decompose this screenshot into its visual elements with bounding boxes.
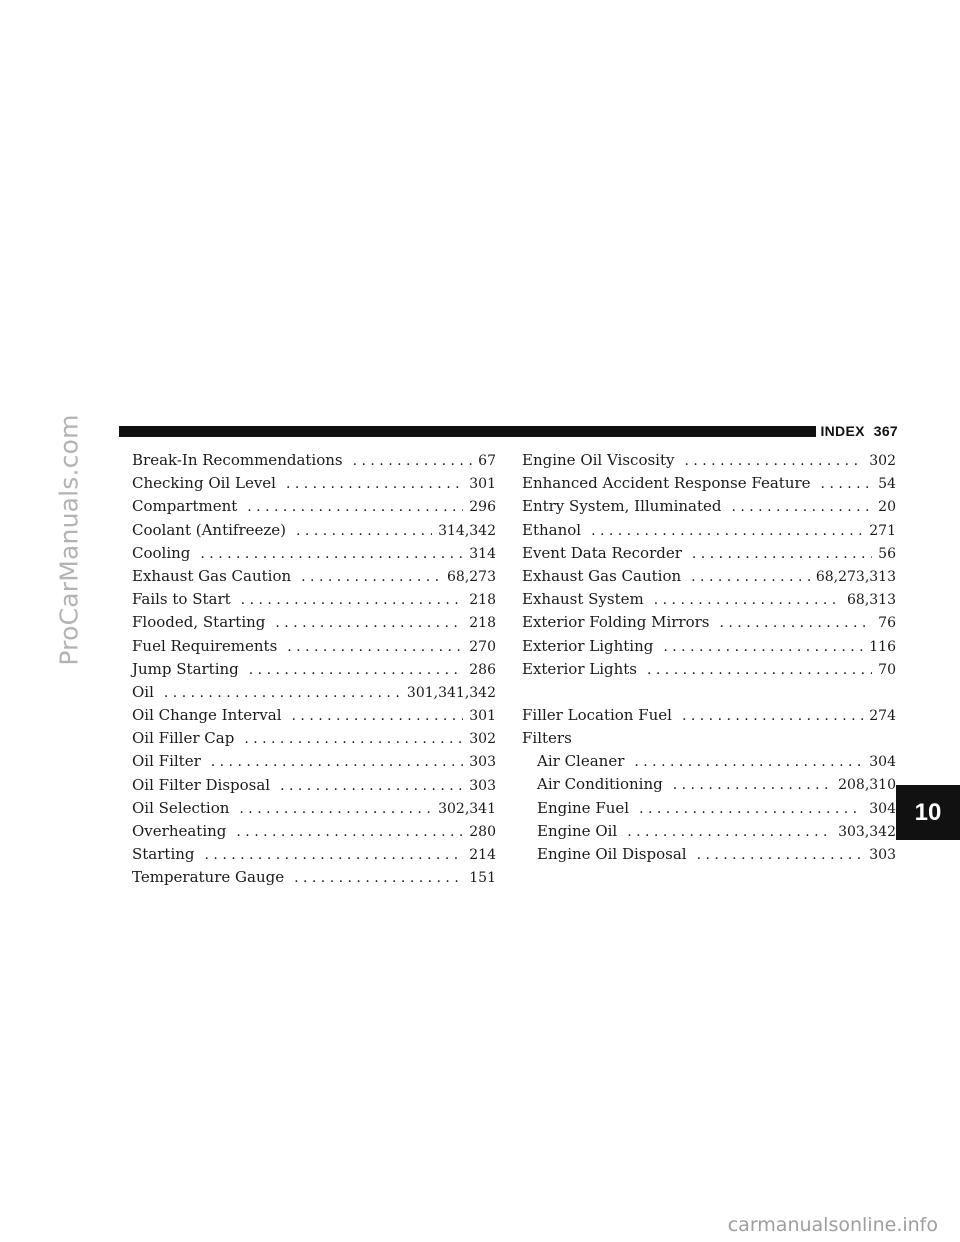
dot-leader xyxy=(287,636,463,659)
page-reference: 271 xyxy=(869,522,896,539)
index-term: Air Cleaner xyxy=(537,752,625,771)
dot-leader xyxy=(296,520,432,543)
page-reference: 151 xyxy=(469,870,496,887)
index-entry xyxy=(522,565,896,588)
dot-leader xyxy=(241,589,464,612)
dot-leader xyxy=(684,450,863,473)
index-term: Oil Filter Disposal xyxy=(132,775,271,794)
dot-leader xyxy=(247,496,463,519)
page-reference: 304 xyxy=(869,800,896,817)
index-term: Exhaust Gas Caution xyxy=(132,566,292,585)
index-entry xyxy=(132,704,496,727)
index-entry xyxy=(522,588,896,611)
header-rule xyxy=(119,426,816,437)
index-entry xyxy=(132,750,496,773)
index-entry xyxy=(132,820,496,843)
dot-leader xyxy=(647,659,872,682)
index-entry xyxy=(132,797,496,820)
index-term: Coolant (Antifreeze) xyxy=(132,520,287,539)
index-term: Fuel Requirements xyxy=(132,636,278,655)
dot-leader xyxy=(292,705,464,728)
page-reference: 301 xyxy=(469,476,496,493)
page-reference: 296 xyxy=(469,499,496,516)
page-reference: 302,341 xyxy=(438,800,496,817)
index-entry xyxy=(132,843,496,866)
page-reference: 274 xyxy=(869,707,896,724)
index-term: Oil Filter xyxy=(132,752,201,771)
index-term: Break-In Recommendations xyxy=(132,451,343,469)
page-reference: 68,273,313 xyxy=(815,568,896,585)
dot-leader xyxy=(720,612,873,635)
page-reference: 214 xyxy=(469,847,496,864)
index-subentry xyxy=(522,750,896,773)
index-entry xyxy=(132,727,496,750)
dot-leader xyxy=(294,867,463,890)
index-term: Overheating xyxy=(132,822,227,840)
index-entry xyxy=(132,519,496,542)
dot-leader xyxy=(353,450,473,473)
dot-leader xyxy=(244,728,463,751)
index-term: Oil Change Interval xyxy=(132,706,282,725)
page-reference: 301 xyxy=(469,708,496,725)
index-entry xyxy=(522,542,896,565)
index-entry xyxy=(132,866,496,889)
index-entry xyxy=(522,472,896,495)
dot-leader xyxy=(164,682,401,705)
index-subentry xyxy=(522,820,896,843)
index-entry xyxy=(522,449,896,472)
index-term: Oil Filler Cap xyxy=(132,729,235,748)
page-reference: 280 xyxy=(469,824,496,840)
index-entry xyxy=(522,658,896,681)
dot-leader xyxy=(731,496,872,519)
index-term: Ethanol xyxy=(522,520,582,539)
index-entry xyxy=(132,635,496,658)
index-entry xyxy=(132,588,496,611)
index-entry xyxy=(132,565,496,588)
index-term: Entry System, Illuminated xyxy=(522,497,722,516)
index-entry xyxy=(522,635,896,658)
dot-leader xyxy=(627,821,832,844)
dot-leader xyxy=(654,589,841,612)
dot-leader xyxy=(249,659,463,682)
index-term: Engine Oil xyxy=(537,821,618,840)
index-term: Exterior Lights xyxy=(522,659,637,678)
dot-leader xyxy=(821,473,873,496)
index-entry xyxy=(522,704,896,727)
dot-leader xyxy=(692,543,872,566)
page-reference: 301,341,342 xyxy=(406,684,496,701)
index-term: Compartment xyxy=(132,497,238,516)
index-entry xyxy=(522,611,896,634)
page-reference: 208,310 xyxy=(838,777,896,794)
index-subentry xyxy=(522,797,896,820)
dot-leader xyxy=(663,636,863,659)
section-title: INDEX xyxy=(820,423,865,439)
dot-leader xyxy=(691,566,810,589)
page-reference: 302 xyxy=(469,731,496,748)
page-reference: 303 xyxy=(469,754,496,771)
index-term: Engine Oil Viscosity xyxy=(522,451,675,469)
page-reference: 68,313 xyxy=(847,592,896,609)
page-number: 367 xyxy=(873,423,898,439)
index-term: Fails to Start xyxy=(132,590,231,609)
index-term: Exterior Folding Mirrors xyxy=(522,613,710,632)
dot-leader xyxy=(211,751,464,774)
index-term: Exhaust System xyxy=(522,590,644,609)
page-reference: 314 xyxy=(469,545,496,562)
side-watermark: ProCarManuals.com xyxy=(54,414,84,666)
index-term: Jump Starting xyxy=(132,659,239,678)
page-reference: 286 xyxy=(469,661,496,678)
dot-leader xyxy=(275,612,463,635)
dot-leader xyxy=(639,798,863,821)
index-term: Oil xyxy=(132,682,154,701)
index-subentry xyxy=(522,773,896,796)
page-reference: 76 xyxy=(878,615,896,632)
index-entry xyxy=(522,519,896,542)
index-entry xyxy=(132,449,496,472)
dot-leader xyxy=(280,775,463,798)
dot-leader xyxy=(239,798,432,821)
page-reference: 304 xyxy=(869,754,896,771)
index-entry xyxy=(132,495,496,518)
dot-leader xyxy=(673,774,832,797)
index-term: Event Data Recorder xyxy=(522,543,682,562)
index-entry xyxy=(132,542,496,565)
index-term: Flooded, Starting xyxy=(132,613,266,632)
dot-leader xyxy=(634,751,863,774)
index-term: Enhanced Accident Response Feature xyxy=(522,474,811,493)
page-reference: 270 xyxy=(469,638,496,655)
index-term: Engine Oil Disposal xyxy=(537,845,687,863)
index-term: Temperature Gauge xyxy=(132,868,285,887)
index-term: Filler Location Fuel xyxy=(522,705,672,724)
page-reference: 116 xyxy=(869,638,896,655)
page-reference: 56 xyxy=(878,545,896,562)
running-header xyxy=(820,423,898,439)
page-reference: 314,342 xyxy=(438,522,496,539)
index-entry xyxy=(132,774,496,797)
page-reference: 303 xyxy=(869,847,896,863)
page-reference: 70 xyxy=(878,661,896,678)
chapter-tab: 10 xyxy=(896,785,960,840)
index-entry xyxy=(132,472,496,495)
page-reference: 20 xyxy=(878,499,896,516)
dot-leader xyxy=(591,520,863,543)
index-term: Engine Fuel xyxy=(537,798,630,817)
index-term: Starting xyxy=(132,845,195,864)
dot-leader xyxy=(205,844,464,867)
dot-leader xyxy=(697,844,864,867)
index-entry xyxy=(132,681,496,704)
index-entry xyxy=(132,658,496,681)
page-reference: 218 xyxy=(469,592,496,609)
index-subentry xyxy=(522,843,896,866)
index-term: Filters xyxy=(522,729,572,748)
index-term: Exterior Lighting xyxy=(522,636,654,655)
page-reference: 67 xyxy=(478,453,496,469)
index-column-left xyxy=(132,449,496,890)
page-reference: 303 xyxy=(469,777,496,794)
dot-leader xyxy=(682,705,863,728)
page-reference: 54 xyxy=(878,476,896,493)
page-reference: 218 xyxy=(469,615,496,632)
index-term: Cooling xyxy=(132,543,191,562)
index-column-right xyxy=(522,449,896,866)
dot-leader xyxy=(236,821,463,844)
index-entry xyxy=(132,611,496,634)
index-term: Air Conditioning xyxy=(537,775,663,794)
dot-leader xyxy=(286,473,463,496)
index-heading xyxy=(522,727,896,750)
page-reference: 302 xyxy=(869,453,896,469)
dot-leader xyxy=(200,543,463,566)
index-term: Oil Selection xyxy=(132,798,230,817)
page-reference: 68,273 xyxy=(447,568,496,585)
index-term: Exhaust Gas Caution xyxy=(522,566,682,585)
index-entry xyxy=(522,495,896,518)
index-term: Checking Oil Level xyxy=(132,474,276,493)
dot-leader xyxy=(301,566,441,589)
bottom-watermark: carmanualsonline.info xyxy=(727,1214,938,1236)
page-reference: 303,342 xyxy=(838,823,896,840)
